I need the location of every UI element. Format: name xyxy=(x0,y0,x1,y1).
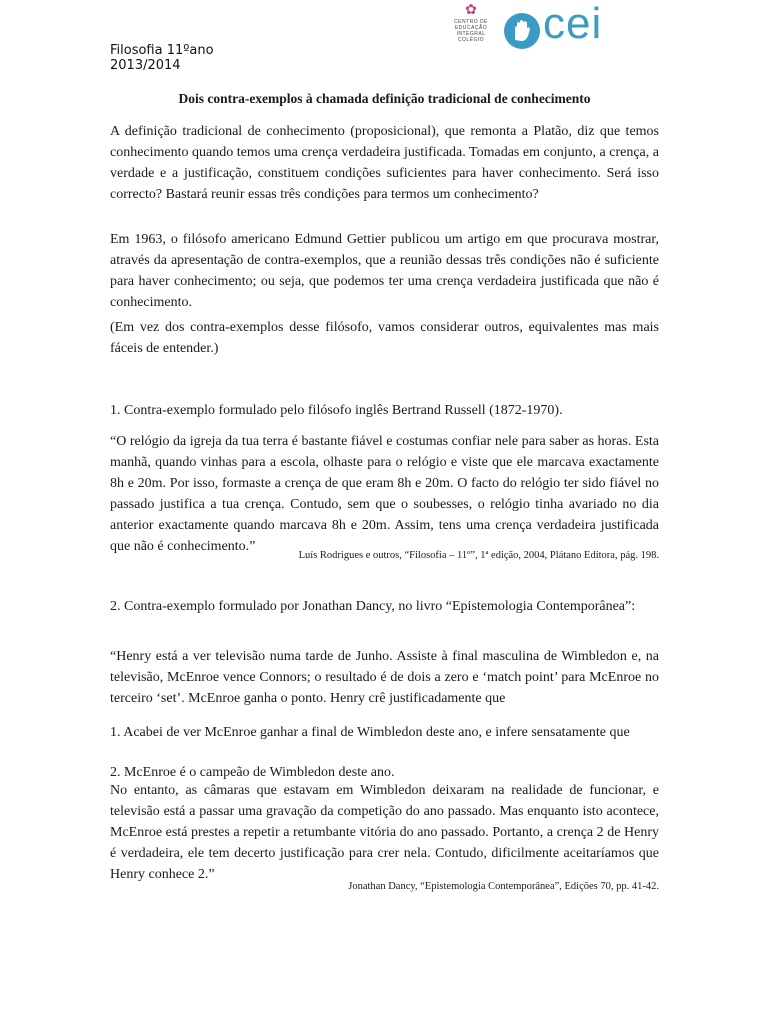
document-header xyxy=(110,43,214,73)
example-1-heading: 1. Contra-exemplo formulado pelo filósofo inglês Bertrand Russell (1872-1970). xyxy=(110,403,563,418)
example-2-item-2: 2. McEnroe é o campeão de Wimbledon deste ano. xyxy=(110,765,395,780)
intro-paragraph-2: Em 1963, o filósofo americano Edmund Gettier publicou um artigo em que procurava mostrar, através da apresentação de contra-exemplos, que a reunião dessas três condições não é suficiente para haver conhecimento; ou seja, que podemos ter uma crença verdadeira justificada que não é conhecimento. xyxy=(110,232,659,310)
example-2-quote-start: “Henry está a ver televisão numa tarde de Junho. Assiste à final masculina de Wimbledon e, na televisão, McEnroe vence Connors; o resultado é de dois a zero e ‘match point’ para McEnroe no terceiro ‘set’. McEnroe ganha o ponto. Henry crê justificadamente que xyxy=(110,649,659,706)
document-title: Dois contra-exemplos à chamada definição tradicional de conhecimento xyxy=(178,91,591,106)
subject-label: Filosofia 11ºano xyxy=(110,43,214,58)
school-year: 2013/2014 xyxy=(110,58,181,73)
example-2-heading: 2. Contra-exemplo formulado por Jonathan Dancy, no livro “Epistemologia Contemporânea”: xyxy=(110,599,636,614)
flower-icon: ✿ xyxy=(465,3,477,18)
intro-paragraph-3: (Em vez dos contra-exemplos desse filósofo, vamos considerar outros, equivalentes mas mais fáceis de entender.) xyxy=(110,320,659,356)
example-2-citation: Jonathan Dancy, “Epistemologia Contemporânea”, Edições 70, pp. 41-42. xyxy=(348,881,659,892)
cei-wordmark: cei xyxy=(543,0,603,48)
example-1-citation: Luís Rodrigues e outros, “Filosofia – 11º”, 1ª edição, 2004, Plátano Editora, pág. 198. xyxy=(298,550,659,561)
example-2-item-1: 1. Acabei de ver McEnroe ganhar a final de Wimbledon deste ano, e infere sensatamente que xyxy=(110,725,630,740)
seal-text: CENTRO DE EDUCAÇÃO INTEGRAL COLÉGIO xyxy=(454,19,488,43)
intro-paragraph-1: A definição tradicional de conhecimento (proposicional), que remonta a Platão, diz que temos conhecimento quando temos uma crença verdadeira justificada. Tomadas em conjunto, a crença, a verdade e a justificação, constituem condições suficientes para haver conhecimento. Será isso correcto? Bastará reunir essas três condições para termos um conhecimento? xyxy=(110,124,659,202)
document-page xyxy=(110,0,659,1024)
example-1-quote: “O relógio da igreja da tua terra é bastante fiável e costumas confiar nele para saber as horas. Esta manhã, quando vinhas para a escola, olhaste para o relógio e viste que ele marcava exactamente 8h e 20m. Por isso, formaste a crença de que eram 8h e 20m. O facto do relógio ter sido fiável no passado justifica a tua crença. Contudo, sem que o soubesses, o relógio tinha avariado no dia anterior exactamente quando marcava 8h e 20m. Assim, tens uma crença verdadeira justificada que não é conhecimento.” xyxy=(110,434,659,554)
example-2-quote-end: No entanto, as câmaras que estavam em Wimbledon deixaram na realidade de funcionar, e televisão está a passar uma gravação da competição do ano passado. Mas enquanto isto acontece, McEnroe está prestes a repetir a retumbante vitória do ano passado. Portanto, a crença 2 de Henry é verdadeira, ele tem decerto justificação para crer nela. Contudo, dificilmente aceitaríamos que Henry conhece 2.” xyxy=(110,783,659,882)
